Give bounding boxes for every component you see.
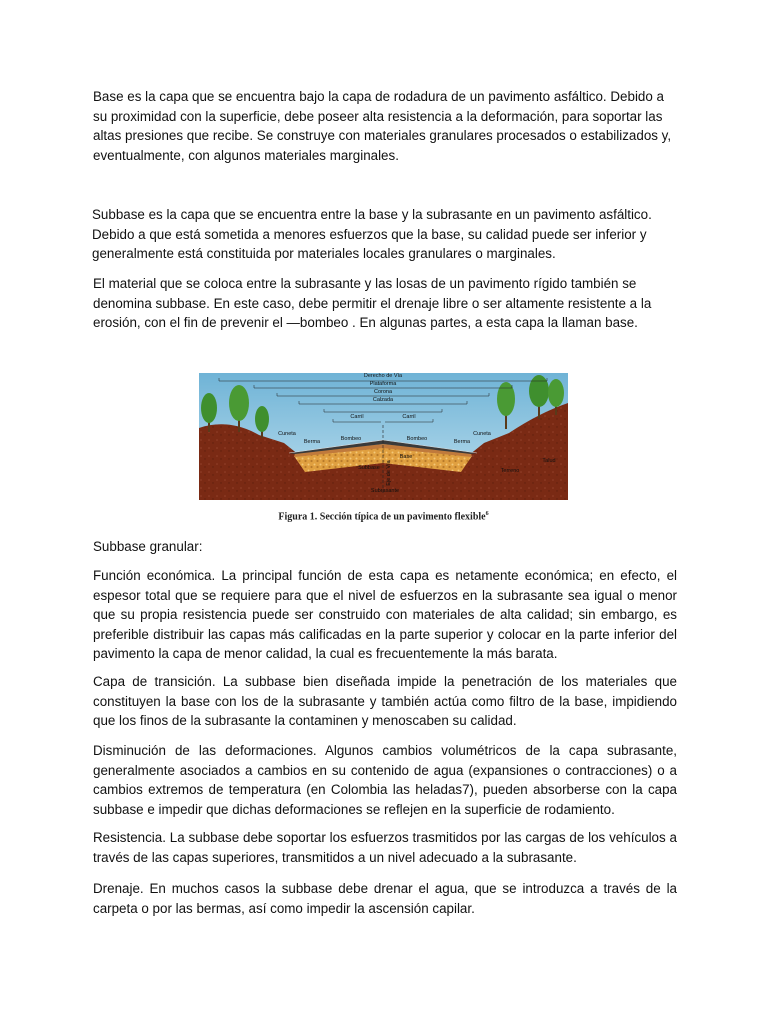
paragraph-base: Base es la capa que se encuentra bajo la capa de rodadura de un pavimento asfáltico. Debido a su proximidad con la superficie, debe poseer alta resistencia a la deformación, para soportar las altas presiones que recibe. Se construye con materiales granulares procesados o estabilizados y, eventualmente, con algunos materiales marginales. <box>93 89 672 163</box>
paragraph-subbase: Subbase es la capa que se encuentra entre la base y la subrasante en un pavimento asfáltico. Debido a que está sometida a menores esfuerzos que la base, su calidad puede ser inferior y generalmente está constituida por materiales locales granulares o marginales. <box>92 207 652 261</box>
label-cuneta-left: Cuneta <box>278 431 296 437</box>
paragraph-capa-transicion: Capa de transición. La subbase bien diseñada impide la penetración de los materiales que constituyen la base con los de la subrasante y también actúa como filtro de la base, impidiendo que los finos de la subrasante la contaminen y menoscaben su calidad. <box>93 674 677 728</box>
paragraph-disminucion-deformaciones: Disminución de las deformaciones. Algunos cambios volumétricos de la capa subrasante, generalmente asociados a cambios en su contenido de agua (expansiones o contracciones) o a cambios extremos de temperatura (en Colombia las heladas7), pueden absorberse con la capa subbase e impedir que dichas deformaciones se reflejen en la superficie de rodamiento. <box>93 743 677 817</box>
pavement-section-figure <box>199 373 568 500</box>
label-base: Base <box>399 454 413 460</box>
label-subbase: Subbase <box>358 465 380 471</box>
label-carril-right: Carril <box>402 414 416 420</box>
label-cuneta-right: Cuneta <box>473 431 491 437</box>
paragraph-resistencia: Resistencia. La subbase debe soportar los esfuerzos trasmitidos por las cargas de los vehículos a través de las capas superiores, transmitidos a un nivel adecuado a la subrasante. <box>93 830 677 865</box>
label-derecho-via: Derecho de Vía <box>363 373 403 379</box>
figure-caption-reference: 6 <box>485 511 489 517</box>
label-eje: Eje de Vía <box>386 460 392 486</box>
label-berma-left: Berma <box>303 439 321 445</box>
paragraph-funcion-economica: Función económica. La principal función de esta capa es netamente económica; en efecto, el espesor total que se requiere para que el nivel de esfuerzos en la subrasante sea igual o menor que su propia resistencia puede ser construido con materiales de alta calidad; sin embargo, es preferible distribuir las capas más calificadas en la parte superior y colocar en la parte inferior del pavimento la capa de menor calidad, la cual es frecuentemente la más barata. <box>93 568 677 661</box>
paragraph-rigid-subbase <box>93 274 677 333</box>
label-calzada: Calzada <box>372 397 394 403</box>
figure-caption <box>199 511 568 522</box>
paragraph-rigid-text: El material que se coloca entre la subrasante y las losas de un pavimento rígido también se denomina subbase. En este caso, debe permitir el drenaje libre o ser altamente resistente a la erosión, con el fin de prevenir el ―bombeo . En algunas partes, a esta capa la llaman base. <box>93 276 652 330</box>
paragraph-drenaje: Drenaje. En muchos casos la subbase debe drenar el agua, que se introduzca a través de la carpeta o por las bermas, así como impedir la ascensión capilar. <box>93 881 677 916</box>
label-subrasante: Subrasante <box>370 488 400 494</box>
label-talud: Talud <box>542 458 556 464</box>
section-heading: Subbase granular: <box>93 539 203 554</box>
label-bombeo-right: Bombeo <box>406 436 428 442</box>
label-bombeo-left: Bombeo <box>340 436 362 442</box>
label-carril-left: Carril <box>350 414 364 420</box>
figure-caption-text: Figura 1. Sección típica de un pavimento flexible <box>278 511 486 523</box>
label-corona: Corona <box>373 389 393 395</box>
label-berma-right: Berma <box>453 439 471 445</box>
label-plataforma: Plataforma <box>369 381 397 387</box>
label-terreno: Terreno <box>500 468 520 474</box>
